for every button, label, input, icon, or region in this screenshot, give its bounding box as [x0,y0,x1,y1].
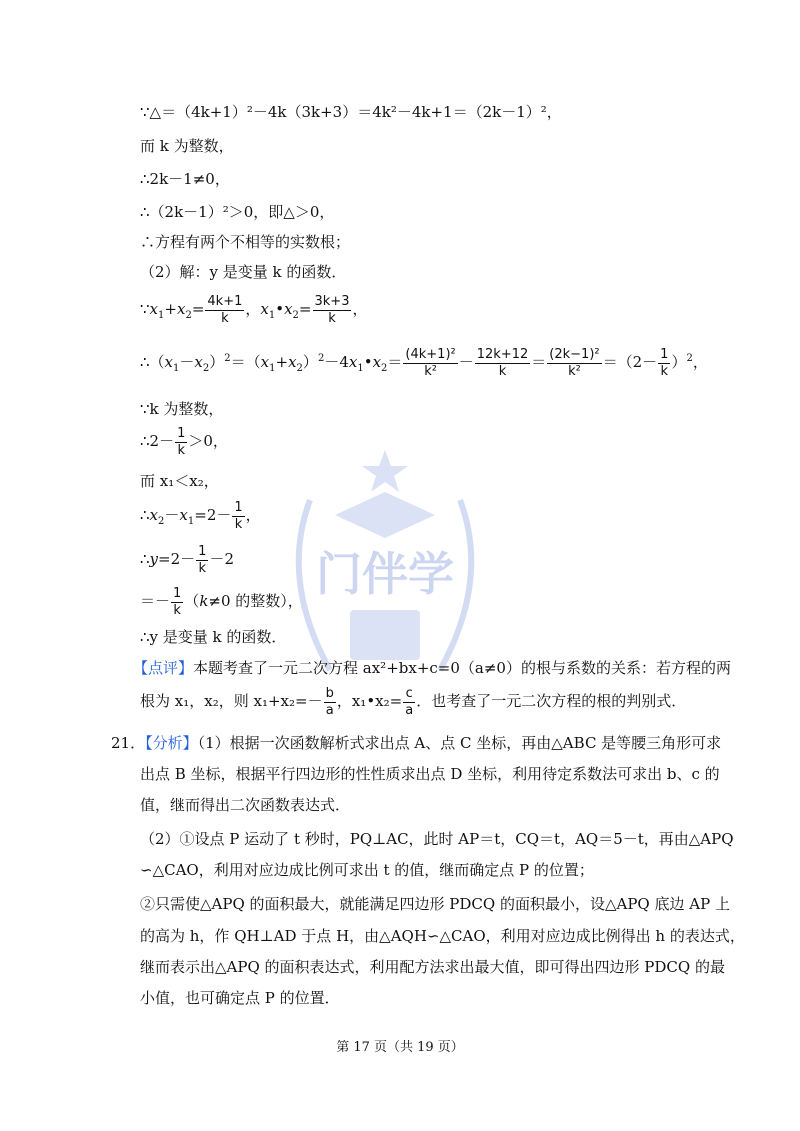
q21-line-6: ②只需使△APQ 的面积最大，就能满足四边形 PDCQ 的面积最小，设△APQ 底边 AP 上 [140,895,730,913]
line-2-minus-1k: ∴2－ $\frac{1}{k}$ ＞0， [140,425,228,458]
q21-line-7: 的高为 h，作 QH⊥AD 于点 H，由△AQH∽△CAO，利用对应边成比例得出 h 的表达式， [140,927,745,945]
line-two-roots: ∴方程有两个不相等的实数根； [140,233,351,251]
line-y-result: ＝－ $\frac{1}{k}$ （k≠0 的整数）， [140,585,303,618]
line-part2: （2）解：y 是变量 k 的函数． [140,263,347,281]
q21-line-9: 小值，也可确定点 P 的位置． [140,989,340,1007]
page-footer: 第 17 页（共 19 页） [336,1040,464,1055]
line-discriminant: ∵△＝（4k+1）²－4k（3k+3）＝4k²－4k+1＝（2k－1）²， [140,103,562,121]
q21-line-1: 21．【分析】（1）根据一次函数解析式求出点 A、点 C 坐标，再由△ABC 是等腰三角形可求 [111,734,722,752]
line-square-positive: ∴（2k－1）²＞0，即△＞0， [140,203,335,221]
q21-line-8: 继而表示出△APQ 的面积表达式，利用配方法求出最大值，即可得出四边形 PDCQ 的最 [140,958,725,976]
q21-line-4: （2）①设点 P 运动了 t 秒时，PQ⊥AC，此时 AP＝t，CQ＝t，AQ＝5－t，再由△APQ [140,830,734,848]
review-line-2: 根为 x₁，x₂，则 x₁+x₂=－ $\frac{b}{a}$ ，x₁•x₂= $\frac{c}{a}$ ．也考查了一元二次方程的根的判别式． [140,685,687,718]
line-vieta: $\because x_1+x_2=$ $\frac{4k+1}{k}$ ，$x_1•x_2=$ $\frac{3k+3}{k}$ ， [140,293,368,326]
q21-line-3: 值，继而得出二次函数表达式． [140,796,351,814]
q21-line-5: ∽△CAO，利用对应边成比例可求出 t 的值，继而确定点 P 的位置； [140,861,594,879]
review-line-1: 【点评】本题考查了一元二次方程 ax²+bx+c=0（a≠0）的根与系数的关系：若方程的两 [133,659,731,677]
line-x1-lt-x2: 而 x₁＜x₂， [140,472,219,490]
line-difference-square: $\therefore(x_1-x_2)^2=(x_1+x_2)^2-4x_1•x_2=$ $\frac{\text{(4k+1)²}}{\text{k²}}$ － $\frac{12k+12}{k}$ ＝ $\frac{\text{(2k−1)²}}{\text{k²}}$ ＝（2－ $\frac{1}{k}$ ）$^2$， [140,346,708,379]
line-y-function: ∴y 是变量 k 的函数． [140,628,287,646]
line-x2-minus-x1: $\therefore x_2-x_1=2-$ $\frac{1}{k}$ ， [140,499,261,532]
q21-line-2: 出点 B 坐标，根据平行四边形的性性质求出点 D 坐标，利用待定系数法可求出 b、c 的 [140,765,720,783]
analysis-tag: 【分析】 [145,734,198,752]
watermark-text: 门伴学 [316,547,454,601]
line-y-expression: ∴y=2－ $\frac{1}{k}$ －2 [140,543,234,576]
review-tag: 【点评】 [133,659,194,677]
line-k-integer-2: ∵k 为整数， [140,400,224,418]
line-k-integer: 而 k 为整数， [140,137,234,155]
q21-number: 21． [111,734,146,752]
line-2k-minus-1: ∴2k－1≠0， [140,170,230,188]
